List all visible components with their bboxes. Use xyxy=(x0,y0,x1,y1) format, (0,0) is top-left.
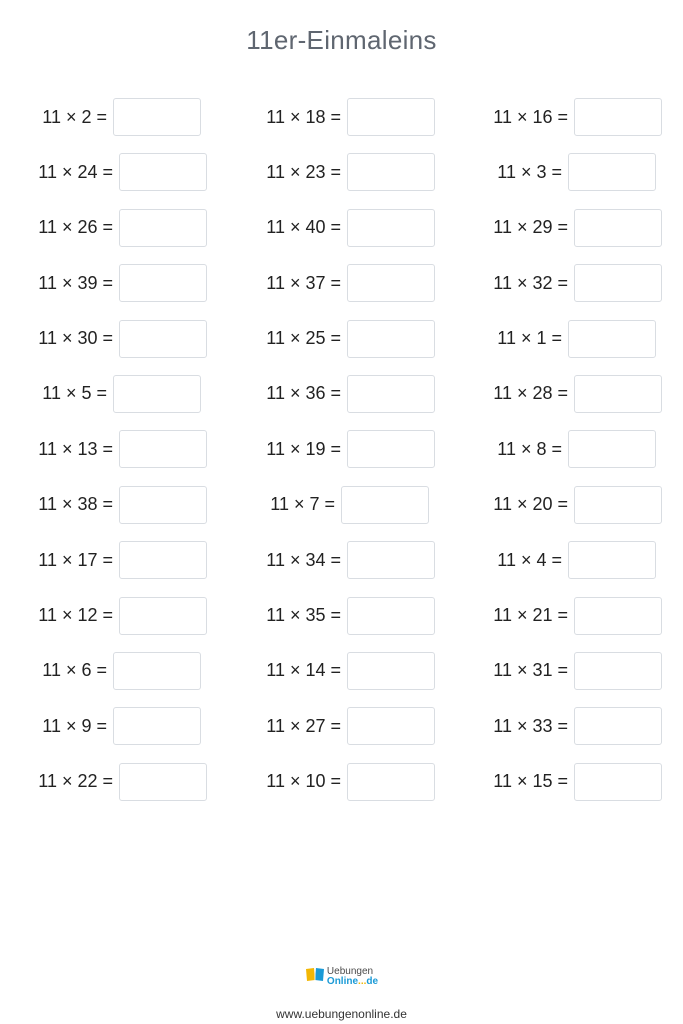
exercise-expression: 11 × 12 = xyxy=(38,605,113,626)
answer-input[interactable] xyxy=(574,652,662,690)
exercise-item xyxy=(0,651,207,691)
exercise-item xyxy=(455,319,662,359)
answer-input[interactable] xyxy=(568,320,656,358)
answer-input[interactable] xyxy=(347,707,435,745)
exercise-row xyxy=(0,596,683,651)
exercise-expression: 11 × 6 = xyxy=(42,660,107,681)
exercise-expression: 11 × 18 = xyxy=(266,106,341,127)
exercise-expression: 11 × 38 = xyxy=(38,494,113,515)
answer-input[interactable] xyxy=(113,98,201,136)
answer-input[interactable] xyxy=(574,375,662,413)
exercise-item xyxy=(0,374,207,414)
answer-input[interactable] xyxy=(113,375,201,413)
exercise-row xyxy=(0,485,683,540)
exercise-row xyxy=(0,319,683,374)
answer-input[interactable] xyxy=(341,486,429,524)
exercise-expression: 11 × 29 = xyxy=(493,217,568,238)
exercise-expression: 11 × 4 = xyxy=(497,549,562,570)
exercise-item xyxy=(227,263,435,303)
exercise-item xyxy=(455,762,662,802)
exercise-expression: 11 × 24 = xyxy=(38,161,113,182)
answer-input[interactable] xyxy=(347,652,435,690)
answer-input[interactable] xyxy=(574,98,662,136)
exercise-item xyxy=(0,762,207,802)
exercise-expression: 11 × 33 = xyxy=(493,715,568,736)
exercise-expression: 11 × 39 = xyxy=(38,272,113,293)
exercise-item xyxy=(227,319,435,359)
answer-input[interactable] xyxy=(574,707,662,745)
exercise-expression: 11 × 13 = xyxy=(38,438,113,459)
exercise-item xyxy=(227,208,435,248)
answer-input[interactable] xyxy=(347,375,435,413)
exercise-row xyxy=(0,429,683,484)
exercise-item xyxy=(455,97,662,137)
exercise-expression: 11 × 30 = xyxy=(38,328,113,349)
answer-input[interactable] xyxy=(347,597,435,635)
answer-input[interactable] xyxy=(347,209,435,247)
exercise-row xyxy=(0,97,683,152)
answer-input[interactable] xyxy=(119,264,207,302)
exercise-row xyxy=(0,152,683,207)
answer-input[interactable] xyxy=(347,153,435,191)
answer-input[interactable] xyxy=(119,597,207,635)
exercise-item xyxy=(227,762,435,802)
exercise-row xyxy=(0,762,683,817)
answer-input[interactable] xyxy=(119,486,207,524)
answer-input[interactable] xyxy=(119,153,207,191)
exercise-expression: 11 × 7 = xyxy=(270,494,335,515)
exercise-expression: 11 × 22 = xyxy=(38,771,113,792)
answer-input[interactable] xyxy=(347,430,435,468)
exercise-item xyxy=(0,596,207,636)
answer-input[interactable] xyxy=(568,430,656,468)
exercise-row xyxy=(0,374,683,429)
exercise-item xyxy=(455,540,662,580)
exercise-expression: 11 × 26 = xyxy=(38,217,113,238)
exercise-expression: 11 × 40 = xyxy=(266,217,341,238)
page-title: 11er-Einmaleins xyxy=(246,25,437,55)
exercise-expression: 11 × 10 = xyxy=(266,771,341,792)
uebungenonline-logo xyxy=(305,966,378,987)
exercise-item xyxy=(227,706,435,746)
exercise-expression: 11 × 23 = xyxy=(266,161,341,182)
exercise-item xyxy=(0,485,207,525)
exercise-expression: 11 × 9 = xyxy=(42,715,107,736)
exercise-item xyxy=(0,152,207,192)
exercise-item xyxy=(455,263,662,303)
answer-input[interactable] xyxy=(347,320,435,358)
exercise-row xyxy=(0,263,683,318)
exercise-row xyxy=(0,540,683,595)
exercise-item xyxy=(455,596,662,636)
exercise-expression: 11 × 16 = xyxy=(493,106,568,127)
exercise-row xyxy=(0,208,683,263)
exercise-row xyxy=(0,706,683,761)
answer-input[interactable] xyxy=(347,98,435,136)
exercise-item xyxy=(227,596,435,636)
answer-input[interactable] xyxy=(119,320,207,358)
open-book-icon xyxy=(305,966,325,987)
exercise-expression: 11 × 3 = xyxy=(497,161,562,182)
exercise-expression: 11 × 8 = xyxy=(497,438,562,459)
answer-input[interactable] xyxy=(347,264,435,302)
exercise-expression: 11 × 37 = xyxy=(266,272,341,293)
exercise-expression: 11 × 20 = xyxy=(493,494,568,515)
exercise-expression: 11 × 34 = xyxy=(266,549,341,570)
exercise-item xyxy=(455,429,662,469)
exercise-expression: 11 × 5 = xyxy=(42,383,107,404)
exercise-expression: 11 × 15 = xyxy=(493,771,568,792)
exercise-item xyxy=(227,97,435,137)
exercise-item xyxy=(455,706,662,746)
exercise-expression: 11 × 27 = xyxy=(266,715,341,736)
answer-input[interactable] xyxy=(113,652,201,690)
answer-input[interactable] xyxy=(119,430,207,468)
footer-logo[interactable] xyxy=(0,966,683,987)
exercise-item xyxy=(227,651,435,691)
answer-input[interactable] xyxy=(119,209,207,247)
exercise-expression: 11 × 21 = xyxy=(493,605,568,626)
exercise-expression: 11 × 14 = xyxy=(266,660,341,681)
exercise-item xyxy=(0,540,207,580)
exercise-expression: 11 × 32 = xyxy=(493,272,568,293)
answer-input[interactable] xyxy=(574,209,662,247)
exercise-expression: 11 × 17 = xyxy=(38,549,113,570)
exercise-expression: 11 × 1 = xyxy=(497,328,562,349)
exercise-item xyxy=(227,429,435,469)
logo-text-uebungen: Uebungen xyxy=(326,965,374,977)
answer-input[interactable] xyxy=(347,763,435,801)
exercise-row xyxy=(0,651,683,706)
logo-text-online: Online...de xyxy=(326,975,379,987)
exercise-expression: 11 × 25 = xyxy=(266,328,341,349)
exercise-expression: 11 × 2 = xyxy=(42,106,107,127)
footer-url-link[interactable]: www.uebungenonline.de xyxy=(276,1007,407,1021)
exercise-item xyxy=(227,540,435,580)
exercise-expression: 11 × 28 = xyxy=(493,383,568,404)
exercise-item xyxy=(455,651,662,691)
answer-input[interactable] xyxy=(574,597,662,635)
exercise-expression: 11 × 31 = xyxy=(493,660,568,681)
answer-input[interactable] xyxy=(119,763,207,801)
exercise-expression: 11 × 36 = xyxy=(266,383,341,404)
answer-input[interactable] xyxy=(574,763,662,801)
answer-input[interactable] xyxy=(568,541,656,579)
answer-input[interactable] xyxy=(574,486,662,524)
exercise-item xyxy=(0,319,207,359)
exercise-item xyxy=(455,485,662,525)
answer-input[interactable] xyxy=(119,541,207,579)
answer-input[interactable] xyxy=(113,707,201,745)
exercise-item xyxy=(455,374,662,414)
exercise-item xyxy=(0,263,207,303)
exercise-item xyxy=(227,485,435,525)
exercise-item xyxy=(0,706,207,746)
exercise-item xyxy=(227,152,435,192)
exercise-item xyxy=(0,208,207,248)
exercise-item xyxy=(0,97,207,137)
answer-input[interactable] xyxy=(568,153,656,191)
exercise-expression: 11 × 35 = xyxy=(266,605,341,626)
exercise-item xyxy=(0,429,207,469)
answer-input[interactable] xyxy=(574,264,662,302)
answer-input[interactable] xyxy=(347,541,435,579)
exercise-grid xyxy=(0,97,683,817)
exercise-item xyxy=(455,152,662,192)
exercise-expression: 11 × 19 = xyxy=(266,438,341,459)
exercise-item xyxy=(227,374,435,414)
exercise-item xyxy=(455,208,662,248)
